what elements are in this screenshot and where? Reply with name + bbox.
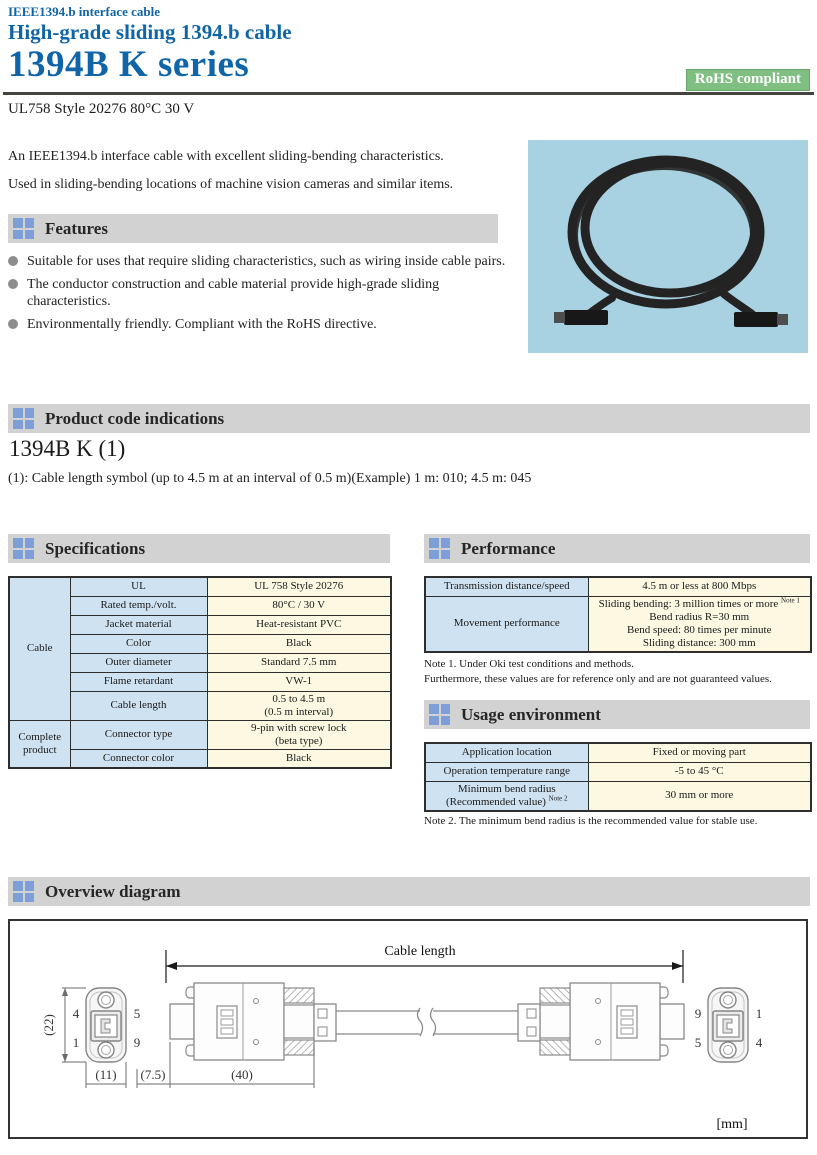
value-line: Bend radius R=30 mm bbox=[649, 610, 750, 623]
row-value-cell bbox=[588, 596, 811, 652]
intro-paragraph bbox=[8, 143, 520, 199]
row-label-cell: Rated temp./volt. bbox=[70, 596, 207, 615]
table-row bbox=[425, 762, 811, 781]
dim-height-label: (22) bbox=[41, 1014, 56, 1036]
product-photo bbox=[528, 140, 808, 353]
row-label-cell: Outer diameter bbox=[70, 653, 207, 672]
unit-label: [mm] bbox=[716, 1117, 748, 1132]
feature-text: Suitable for uses that require sliding characteristics, such as wiring inside cable pairs. bbox=[27, 254, 506, 269]
row-label-cell: Transmission distance/speed bbox=[425, 577, 588, 596]
row-label-cell: Movement performance bbox=[425, 596, 588, 652]
row-group-cell: Complete product bbox=[9, 720, 70, 768]
product-code-section-header bbox=[8, 404, 810, 433]
overview-diagram bbox=[8, 919, 808, 1139]
section-title: Performance bbox=[461, 538, 556, 558]
value-line: (beta type) bbox=[275, 734, 323, 747]
grid-icon bbox=[13, 218, 34, 239]
value-line: (0.5 m interval) bbox=[264, 705, 334, 718]
grid-icon bbox=[429, 538, 450, 559]
value-line: Sliding bending: 3 million times or more $^{Note 1}$ bbox=[598, 595, 800, 610]
row-value-cell: 30 mm or more bbox=[588, 781, 811, 811]
list-item bbox=[8, 316, 508, 333]
row-value-cell bbox=[207, 691, 391, 720]
pin-label: 9 bbox=[694, 1006, 702, 1021]
row-value-cell: VW-1 bbox=[207, 672, 391, 691]
product-code: 1394B K (1) bbox=[9, 436, 126, 461]
bullet-icon bbox=[8, 279, 18, 289]
row-value-cell: 4.5 m or less at 800 Mbps bbox=[588, 577, 811, 596]
grid-icon bbox=[13, 408, 34, 429]
pin-label: 4 bbox=[72, 1006, 80, 1021]
pin-label: 5 bbox=[694, 1035, 702, 1050]
pin-label: 5 bbox=[133, 1006, 141, 1021]
table-row bbox=[425, 596, 811, 652]
table-row bbox=[425, 577, 811, 596]
note-ref: Note 1 bbox=[781, 595, 800, 604]
row-value-cell: 80°C / 30 V bbox=[207, 596, 391, 615]
cable-photo-illustration bbox=[528, 140, 808, 353]
grid-icon bbox=[13, 881, 34, 902]
bullet-icon bbox=[8, 319, 18, 329]
pin-label: 1 bbox=[72, 1035, 80, 1050]
section-title: Features bbox=[45, 218, 108, 238]
value-line: 0.5 to 4.5 m bbox=[272, 692, 326, 705]
row-value-cell: Black bbox=[207, 634, 391, 653]
performance-table bbox=[424, 576, 812, 653]
list-item bbox=[8, 276, 508, 310]
cable-length-label: Cable length bbox=[384, 944, 456, 959]
label-line: Minimum bend radius bbox=[457, 782, 556, 795]
row-label-cell bbox=[425, 781, 588, 811]
row-value-cell: UL 758 Style 20276 bbox=[207, 577, 391, 596]
section-title: Product code indications bbox=[45, 408, 225, 428]
performance-note-1: Note 1. Under Oki test conditions and methods. bbox=[424, 658, 634, 670]
performance-section-header bbox=[424, 534, 810, 563]
features-section-header bbox=[8, 214, 498, 243]
overview-section-header bbox=[8, 877, 810, 906]
row-value-cell: Standard 7.5 mm bbox=[207, 653, 391, 672]
usage-note: Note 2. The minimum bend radius is the recommended value for stable use. bbox=[424, 815, 758, 827]
bullet-icon bbox=[8, 256, 18, 266]
pin-label: 9 bbox=[133, 1035, 141, 1050]
row-label-cell: Flame retardant bbox=[70, 672, 207, 691]
pin-label: 1 bbox=[755, 1006, 763, 1021]
product-subtitle: High-grade sliding 1394.b cable bbox=[8, 20, 292, 44]
feature-text: Environmentally friendly. Compliant with the RoHS directive. bbox=[27, 317, 377, 332]
row-value-cell bbox=[207, 720, 391, 749]
dim-body-label: (40) bbox=[231, 1067, 253, 1082]
grid-icon bbox=[13, 538, 34, 559]
feature-list bbox=[8, 253, 508, 339]
section-title: Usage environment bbox=[461, 704, 601, 724]
feature-text: The conductor construction and cable material provide high-grade sliding characteristics. bbox=[27, 277, 440, 309]
row-label-cell: UL bbox=[70, 577, 207, 596]
specifications-section-header bbox=[8, 534, 390, 563]
ul-rating-line: UL758 Style 20276 80°C 30 V bbox=[8, 101, 195, 117]
product-code-description: (1): Cable length symbol (up to 4.5 m at an interval of 0.5 m)(Example) 1 m: 010; 4.5 m: 045 bbox=[8, 471, 532, 486]
connector-dimension-drawing bbox=[10, 921, 804, 1135]
rohs-badge: RoHS compliant bbox=[686, 69, 810, 91]
usage-table bbox=[424, 742, 812, 812]
product-category: IEEE1394.b interface cable bbox=[8, 4, 161, 19]
row-label-cell: Color bbox=[70, 634, 207, 653]
page-title: 1394B K series bbox=[8, 44, 250, 85]
specifications-table bbox=[8, 576, 392, 769]
row-value-cell: Black bbox=[207, 749, 391, 768]
usage-section-header bbox=[424, 700, 810, 729]
grid-icon bbox=[429, 704, 450, 725]
table-row bbox=[9, 720, 391, 749]
row-value-cell: Fixed or moving part bbox=[588, 743, 811, 762]
label-line: (Recommended value) $^{Note 2}$ bbox=[446, 793, 568, 808]
table-row bbox=[425, 781, 811, 811]
row-value-cell: Heat-resistant PVC bbox=[207, 615, 391, 634]
performance-note-2: Furthermore, these values are for reference only and are not guaranteed values. bbox=[424, 673, 772, 685]
row-label-cell: Application location bbox=[425, 743, 588, 762]
row-label-cell: Connector type bbox=[70, 720, 207, 749]
header-divider bbox=[3, 92, 814, 95]
section-title: Overview diagram bbox=[45, 881, 181, 901]
dim-nose-label: (7.5) bbox=[140, 1067, 166, 1082]
table-row bbox=[9, 577, 391, 596]
row-label-cell: Operation temperature range bbox=[425, 762, 588, 781]
row-value-cell: -5 to 45 °C bbox=[588, 762, 811, 781]
section-title: Specifications bbox=[45, 538, 146, 558]
note-ref: Note 2 bbox=[548, 793, 568, 802]
row-group-cell: Cable bbox=[9, 577, 70, 720]
value-line: 9-pin with screw lock bbox=[250, 721, 347, 734]
value-line: Bend speed: 80 times per minute bbox=[627, 623, 772, 636]
list-item bbox=[8, 253, 508, 270]
row-label-cell: Jacket material bbox=[70, 615, 207, 634]
dim-width-label: (11) bbox=[95, 1067, 117, 1082]
table-row bbox=[425, 743, 811, 762]
intro-line: An IEEE1394.b interface cable with excellent sliding-bending characteristics. bbox=[8, 149, 444, 164]
row-label-cell: Cable length bbox=[70, 691, 207, 720]
row-label-cell: Connector color bbox=[70, 749, 207, 768]
intro-line: Used in sliding-bending locations of machine vision cameras and similar items. bbox=[8, 177, 454, 192]
pin-label: 4 bbox=[755, 1035, 763, 1050]
value-line: Sliding distance: 300 mm bbox=[642, 636, 756, 649]
